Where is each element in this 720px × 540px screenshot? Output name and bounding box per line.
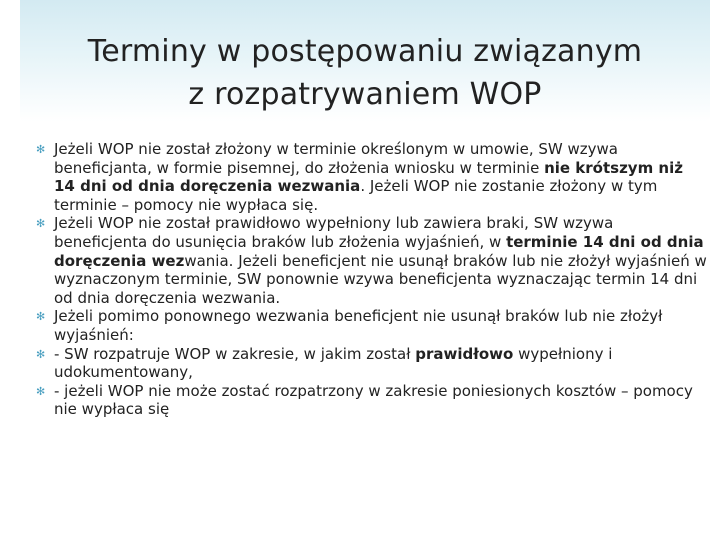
slide-title — [20, 30, 710, 116]
bold-text: prawidłowo — [415, 344, 514, 363]
text-segment: - jeżeli WOP nie może zostać rozpatrzony w zakresie poniesionych kosztów – pomocy nie wypłaca się — [54, 381, 693, 419]
asterisk-bullet-icon: ✻ — [36, 217, 46, 231]
asterisk-bullet-icon: ✻ — [36, 347, 46, 361]
text-segment: - SW rozpatruje WOP w zakresie, w jakim został — [54, 344, 416, 363]
title-line-2: z rozpatrywaniem WOP — [188, 77, 542, 112]
list-item — [38, 140, 708, 214]
asterisk-bullet-icon: ✻ — [36, 310, 46, 324]
text-segment: . Jeżeli WOP nie zostanie złożony w tym terminie – pomocy nie wypłaca się. — [54, 177, 658, 214]
bold-text: nie krótszym niż 14 dni od dnia doręczenia wezwania — [54, 158, 683, 196]
content-body — [38, 140, 708, 419]
list-item — [38, 382, 708, 419]
asterisk-bullet-icon: ✻ — [36, 384, 46, 398]
bullet-list — [38, 140, 708, 419]
text-segment: Jeżeli WOP nie został prawidłowo wypełniony lub zawiera braki, SW wzywa beneficjenta do usunięcia braków lub złożenia wyjaśnień, w — [54, 214, 614, 251]
list-item — [38, 307, 708, 344]
asterisk-bullet-icon: ✻ — [36, 143, 46, 156]
text-segment: Jeżeli WOP nie został złożony w terminie określonym w umowie, SW wzywa beneficjanta, w formie pisemnej, do złożenia wniosku w terminie — [54, 140, 618, 177]
text-segment: wania. Jeżeli beneficjent nie usunął braków lub nie złożył wyjaśnień w wyznaczonym terminie, SW ponownie wzywa beneficjenta wyznaczając termin 14 dni od dnia doręczenia wezwania. — [54, 251, 707, 307]
list-item — [38, 345, 708, 382]
list-item — [38, 214, 708, 307]
text-segment: Jeżeli pomimo ponownego wezwania beneficjent nie usunął braków lub nie złożył wyjaśnień: — [54, 307, 663, 344]
bold-text: terminie 14 dni od dnia doręczenia wez — [54, 232, 704, 270]
text-segment: wypełniony i udokumentowany, — [54, 344, 613, 382]
title-line-1: Terminy w postępowaniu związanym — [87, 34, 643, 69]
